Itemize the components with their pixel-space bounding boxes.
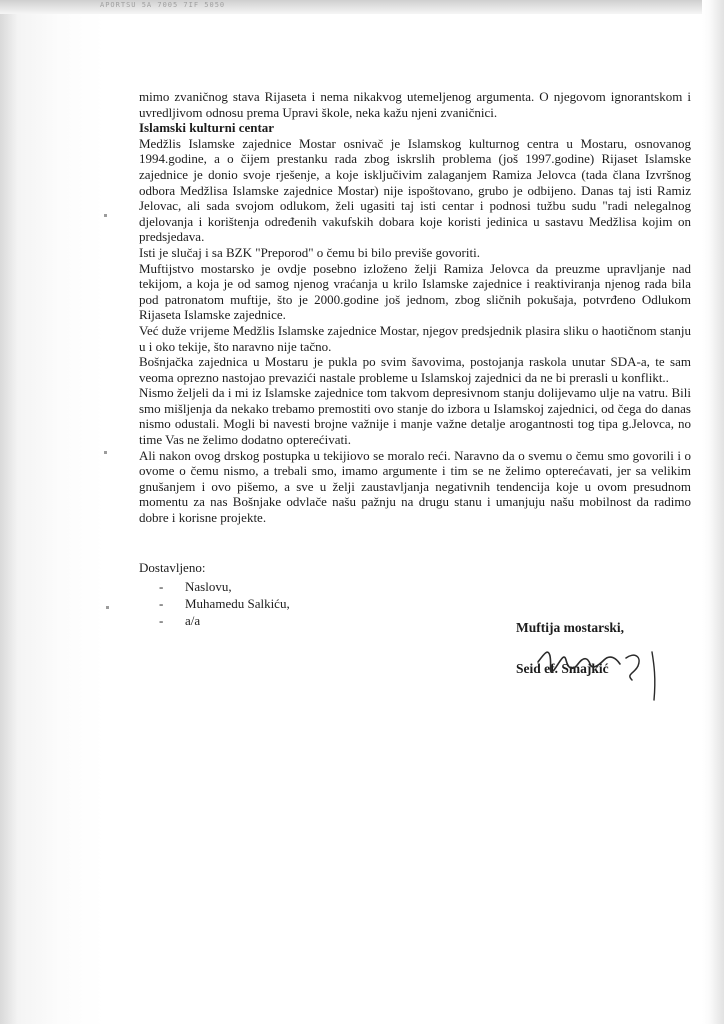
paragraph: Već duže vrijeme Medžlis Islamske zajednice Mostar, njegov predsjednik plasira sliku o haotičnom stanju u i oko tekije, što naravno nije tačno. — [139, 322, 691, 354]
recipient-item: - Muhamedu Salkiću, — [159, 595, 290, 612]
paragraph: Muftijstvo mostarsko je ovdje posebno izloženo želji Ramiza Jelovca da preuzme upravljanje nad tekijom, a koja je od samog njenog vraćanja u krilo Islamske zajednice i reaktiviranja njenog rada bila pod patronatom muftije, što je 2000.godine još jednom, zbog sličnih pokušaja, potvrđeno Odlukom Rijaseta Islamske zajednice. — [139, 260, 691, 323]
top-fax-stamp: APORTSU 5A 7005 7IF 5050 — [100, 1, 226, 9]
distribution-block — [139, 559, 290, 629]
paragraph-intro: mimo zvaničnog stava Rijaseta i nema nikakvog utemeljenog argumenta. O njegovom ignorantskom i uvredljivom odnosu prema Upravi škole, neka kažu njeni zvaničnici. — [139, 89, 691, 120]
paragraph: Medžlis Islamske zajednice Mostar osnivač je Islamskog kulturnog centra u Mostaru, osnovanog 1994.godine, a o čijem prestanku rada zbog iskrslih problema (još 1997.godine) Rijaset Islamske zajednice je donio svoje rješenje, a koje isključivim zalaganjem Ramiza Jelovca (tada člana Izvršnog odbora Medžlisa Islamske zajednice Mostar) nije ispoštovano, grubo je odbijeno. Danas taj isti Ramiz Jelovac, ali sada svojom odlukom, želi ugasiti taj isti centar i podnosi tužbu sudu "radi nelegalnog djelovanja i korištenja određenih vakufskih dobara koje koristi jedinica u sastavu Medžlisa kojim on predsjedava. — [139, 135, 691, 245]
recipient-item: - a/a — [159, 612, 290, 629]
margin-mark — [104, 451, 107, 454]
recipient-item: - Naslovu, — [159, 578, 290, 595]
paragraph: Isti je slučaj i sa BZK "Preporod" o čemu bi bilo previše govoriti. — [139, 244, 480, 260]
margin-mark — [104, 214, 107, 217]
margin-mark — [106, 606, 109, 609]
distribution-label: Dostavljeno: — [139, 560, 206, 575]
scan-left-edge — [0, 0, 105, 1024]
paragraph: Bošnjačka zajednica u Mostaru je pukla po svim šavovima, postojanja raskola unutar SDA-a, te sam veoma oprezno nastojao prevazići nastale probleme u Islamskoj zajednici da ne bi prerasli u konflikt.. — [139, 354, 691, 385]
recipient-list — [139, 578, 290, 629]
signature-name: Seid ef. Smajkić — [516, 661, 609, 676]
signature-title: Muftija mostarski, — [516, 620, 624, 635]
letter-body — [139, 89, 691, 526]
section-heading: Islamski kulturni centar — [139, 120, 275, 136]
paragraph: Nismo željeli da i mi iz Islamske zajednice tom takvom depresivnom stanju dolijevamo ulje na vatru. Bili smo mišljenja da nekako trebamo premostiti ovo stanje do izbora u Islamskoj zajednici, od čega do danas nismo odustali. Mogli bi navesti brojne važnije i manje važne detalje arogantnosti tog tipa g.Jelovca, no time Vas ne želimo dodatno opterećivati. — [139, 385, 691, 448]
paragraph: Ali nakon ovog drskog postupka u tekijiovo se moralo reći. Naravno da o svemu o čemu smo govorili i o ovome o čemu nismo, a trebali smo, imamo argumente i tim se ne želimo opterećavati, jer sa velikim gnušanjem i ovo pišemo, a sve u želji zaustavljanja negativnih tendencija koje u ovom presudnom momentu za nas Bošnjake odvlače našu pažnju na drugu stanu i umanjuju našu mobilnost da radimo dobre i korisne projekte. — [139, 447, 691, 526]
scan-right-edge — [702, 0, 724, 1024]
handwritten-signature — [530, 634, 660, 704]
